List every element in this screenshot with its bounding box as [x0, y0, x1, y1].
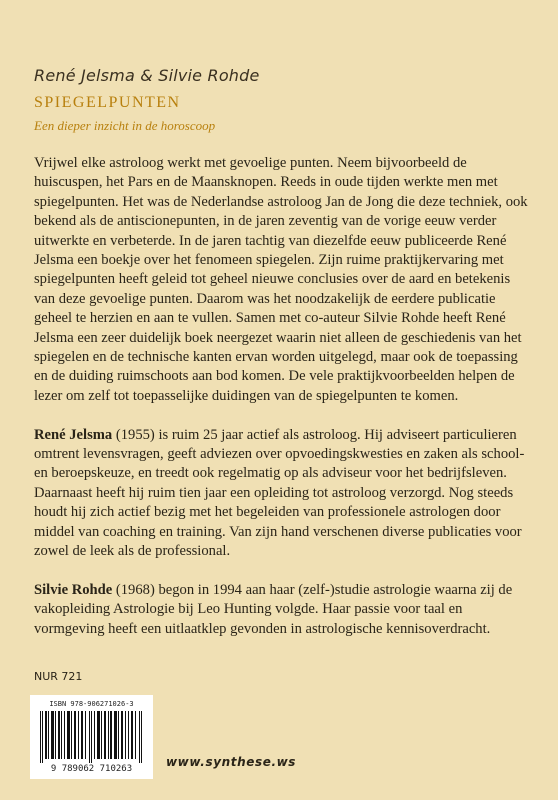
- book-subtitle: Een dieper inzicht in de horoscoop: [34, 118, 216, 133]
- blurb-paragraph: Vrijwel elke astroloog werkt met gevoelige punten. Neem bijvoorbeeld de huiscuspen, het Pars en de Maansknopen. Reeds in oude tijden werkte men met spiegelpunten. Het was de Nederlandse astroloog Jan de Jong die deze techniek, ook bekend als de antiscionepunten, in de jaren zeventig van de vorige eeuw verder uitwerkte en verbeterde. In de jaren tachtig van diezelfde eeuw publiceerde René Jelsma een boekje over het fenomeen spiegelen. Zijn ruime praktijkervaring met spiegelpunten heeft geleid tot geheel nieuwe conclusies over de aard en betekenis van deze gevoelige punten. Daarom was het noodzakelijk de eerdere publicatie geheel te herzien en aan te vullen. Samen met co-auteur Silvie Rohde heeft René Jelsma een zeer duidelijk boek neergezet waarin niet alleen de geschiedenis van het spiegelen en de technische kanten ervan worden uitgelegd, maar ook de toepassing en de duiding ruimschoots aan bod komen. De vele praktijkvoorbeelden helpen de lezer om zelf tot toepasselijke duidingen van de spiegelpunten te komen.: [34, 155, 528, 404]
- nur-code: NUR 721: [34, 670, 83, 683]
- author-bio-text: (1955) is ruim 25 jaar actief als astroloog. Hij adviseert particulieren omtrent levensvragen, geeft adviezen over opvoedingskwesties en zaken als school- en beroepskeuze, en treedt ook regelmatig op als adviseur voor het bedrijfsleven. Daarnaast heeft hij ruim tien jaar een opleiding tot astroloog verzorgd. Nog steeds houdt hij zich actief bezig met het begeleiden van professionele astrologen door middel van coaching en training. Van zijn hand verschenen diverse publicaties voor zowel de leek als de professional.: [34, 426, 525, 560]
- author-bio-rohde: [34, 581, 529, 639]
- publisher-website: www.synthese.ws: [166, 755, 297, 769]
- barcode-bars: [38, 711, 145, 763]
- author-name: Silvie Rohde: [34, 581, 113, 598]
- author-bio-jelsma: [34, 426, 529, 562]
- author-name: René Jelsma: [34, 426, 113, 443]
- isbn-label: ISBN 978-906271026-3: [49, 700, 134, 708]
- barcode-number: 9 789062 710263: [50, 764, 133, 774]
- barcode: [30, 695, 153, 779]
- back-cover-text: [34, 154, 529, 659]
- authors: René Jelsma & Silvie Rohde: [34, 66, 260, 85]
- book-title: SPIEGELPUNTEN: [34, 94, 181, 111]
- author-bio-text: (1968) begon in 1994 aan haar (zelf-)studie astrologie waarna zij de vakopleiding Astrologie bij Leo Hunting volgde. Haar passie voor taal en vormgeving heeft een uitlaatklep gevonden in astrologische kennisoverdracht.: [34, 581, 513, 637]
